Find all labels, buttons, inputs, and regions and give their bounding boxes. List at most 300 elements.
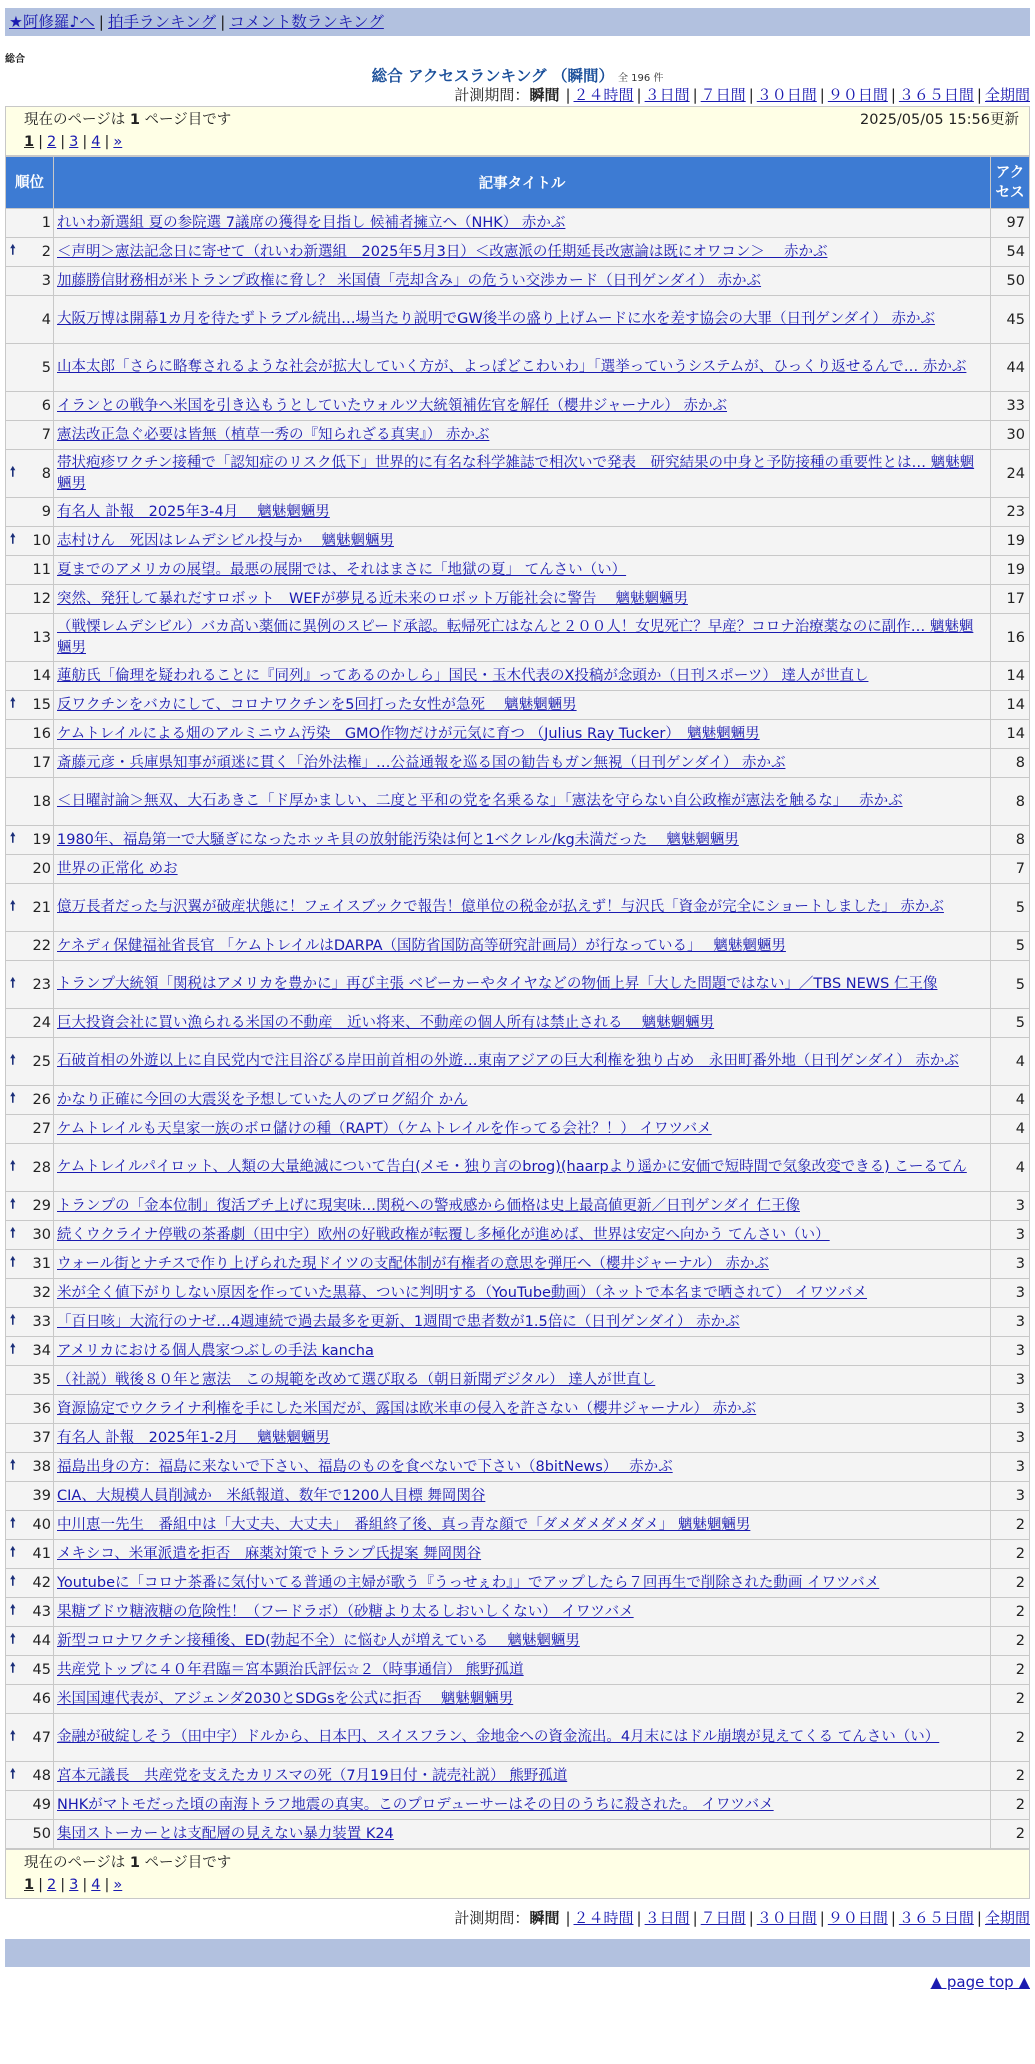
- period-link[interactable]: ７日間: [700, 1909, 746, 1927]
- access-count: 33: [991, 392, 1030, 421]
- rank-cell: [6, 556, 54, 585]
- rank-cell: [6, 1192, 54, 1221]
- table-row: [6, 1366, 1030, 1395]
- up-arrow-icon: 🠕: [10, 831, 16, 846]
- table-row: [6, 1009, 1030, 1038]
- table-row: [6, 209, 1030, 238]
- rank-cell: [6, 1395, 54, 1424]
- rank-cell: [6, 749, 54, 778]
- period-separator: |: [692, 1909, 698, 1927]
- title-cell: [54, 1366, 991, 1395]
- article-title-link[interactable]: れいわ新選組 夏の参院選 7議席の獲得を目指し 候補者擁立へ（NHK） 赤かぶ: [57, 214, 566, 231]
- column-rank-header: 順位: [6, 157, 54, 209]
- article-title-link[interactable]: ケネディ保健福祉省長官 「ケムトレイルはDARPA（国防省国防高等研究計画局）が行なっている」 魑魅魍魎男: [57, 937, 786, 954]
- access-count: 5: [991, 961, 1030, 1009]
- article-title-link[interactable]: 果糖ブドウ糖液糖の危険性！（フードラボ）（砂糖より太るしおいしくない） イワツバメ: [57, 1603, 634, 1620]
- nav-separator: |: [98, 13, 105, 31]
- rank-cell: [6, 1424, 54, 1453]
- period-selector: [5, 84, 1030, 106]
- table-row: [6, 344, 1030, 392]
- article-title-link[interactable]: 集団ストーカーとは支配層の見えない暴力装置 K24: [57, 1825, 394, 1842]
- article-title-link[interactable]: 福島出身の方：福島に来ないで下さい、福島のものを食べないで下さい（8bitNews） 赤かぶ: [57, 1458, 673, 1475]
- rank-number: 33: [32, 1314, 51, 1330]
- rank-number: 34: [32, 1343, 51, 1359]
- rank-number: 13: [32, 629, 51, 646]
- article-title-link[interactable]: 突然、発狂して暴れだすロボット WEFが夢見る近未来のロボット万能社会に警告 魑魅魍魎男: [57, 590, 688, 607]
- title-cell: [54, 209, 991, 238]
- access-count: 8: [991, 826, 1030, 855]
- article-title-link[interactable]: 加藤勝信財務相が米トランプ政権に脅し？ 米国債「売却含み」の危うい交渉カード（日刊ゲンダイ） 赤かぶ: [57, 272, 762, 289]
- rank-number: 7: [41, 427, 51, 443]
- article-title-link[interactable]: 世界の正常化 めお: [57, 860, 178, 877]
- period-separator: |: [565, 1909, 571, 1927]
- article-title-link[interactable]: 帯状疱疹ワクチン接種で「認知症のリスク低下」世界的に有名な科学雑誌で相次いで発表 研究結果の中身と予防接種の重要性とは… 魑魅魍魎男: [57, 454, 975, 492]
- access-count: 5: [991, 1009, 1030, 1038]
- title-cell: [54, 344, 991, 392]
- article-title-link[interactable]: 1980年、福島第一で大騒ぎになったホッキ貝の放射能汚染は何と1ベクレル/kg未満だった 魑魅魍魎男: [57, 831, 739, 848]
- page-link[interactable]: 2: [46, 134, 57, 150]
- top-navigation: [5, 8, 1030, 36]
- article-title-link[interactable]: 巨大投資会社に買い漁られる米国の不動産 近い将来、不動産の個人所有は禁止される 魑魅魍魎男: [57, 1014, 715, 1031]
- pager-bottom: [5, 1849, 1030, 1899]
- up-arrow-icon: 🠕: [10, 1728, 16, 1744]
- period-current: 瞬間: [529, 86, 560, 104]
- up-arrow-icon: 🠕: [10, 1545, 16, 1560]
- comment-ranking-link[interactable]: コメント数ランキング: [229, 13, 384, 31]
- rank-number: 44: [32, 1633, 51, 1649]
- table-row: [6, 450, 1030, 498]
- access-count: 5: [991, 884, 1030, 932]
- rank-cell: [6, 1685, 54, 1714]
- next-page-link[interactable]: »: [113, 1877, 123, 1893]
- article-title-link[interactable]: 石破首相の外遊以上に自民党内で注目浴びる岸田前首相の外遊…東南アジアの巨大利権を独り占め 永田町番外地（日刊ゲンダイ） 赤かぶ: [57, 1053, 959, 1069]
- title-cell: [54, 932, 991, 961]
- title-cell: [54, 1009, 991, 1038]
- rank-cell: [6, 691, 54, 720]
- access-count: 2: [991, 1540, 1030, 1569]
- title-cell: [54, 1540, 991, 1569]
- table-row: [6, 1820, 1030, 1849]
- rank-number: 12: [32, 591, 51, 607]
- article-title-link[interactable]: ケムトレイルも天皇家一族のボロ儲けの種（RAPT）（ケムトレイルを作ってる会社？！） イワツバメ: [57, 1120, 712, 1137]
- rank-cell: [6, 1453, 54, 1482]
- rank-cell: [6, 238, 54, 267]
- period-separator: |: [976, 86, 982, 104]
- rank-number: 4: [41, 311, 51, 328]
- article-title-link[interactable]: 大阪万博は開幕1カ月を待たずトラブル続出…場当たり説明でGW後半の盛り上げムードに水を差す協会の大罪（日刊ゲンダイ） 赤かぶ: [57, 311, 935, 327]
- rank-number: 19: [32, 832, 51, 848]
- rank-cell: [6, 1009, 54, 1038]
- table-row: [6, 1540, 1030, 1569]
- rank-number: 47: [32, 1729, 51, 1746]
- period-separator: |: [890, 86, 896, 104]
- rank-cell: [6, 1221, 54, 1250]
- period-separator: |: [636, 1909, 642, 1927]
- title-cell: [54, 1791, 991, 1820]
- article-title-link[interactable]: ケムトレイルパイロット、人類の大量絶滅について告白(メモ・独り言のbrog)(haarpより遥かに安価で短時間で気象改変できる) こーるてん: [57, 1159, 967, 1175]
- period-link[interactable]: ３０日間: [756, 1909, 817, 1927]
- up-arrow-icon: 🠕: [10, 1632, 16, 1647]
- page-link[interactable]: 4: [91, 1877, 101, 1893]
- table-row: [6, 884, 1030, 932]
- access-count: 23: [991, 498, 1030, 527]
- page-link[interactable]: 3: [69, 134, 79, 150]
- page-link[interactable]: 4: [91, 134, 101, 150]
- article-title-link[interactable]: 斎藤元彦・兵庫県知事が頑迷に貫く「治外法権」…公益通報を巡る国の勧告もガン無視（日刊ゲンダイ） 赤かぶ: [57, 754, 786, 771]
- title-cell: [54, 1598, 991, 1627]
- rank-number: 35: [32, 1372, 51, 1388]
- up-arrow-icon: 🠕: [10, 243, 16, 258]
- access-count: 14: [991, 662, 1030, 691]
- title-cell: [54, 1569, 991, 1598]
- rank-cell: [6, 267, 54, 296]
- up-arrow-icon: 🠕: [10, 1574, 16, 1589]
- access-count: 8: [991, 778, 1030, 826]
- article-title-link[interactable]: 反ワクチンをバカにして、コロナワクチンを5回打った女性が急死 魑魅魍魎男: [57, 696, 577, 713]
- page-separator: |: [104, 1877, 110, 1893]
- period-link[interactable]: ３６５日間: [898, 1909, 974, 1927]
- table-row: [6, 1337, 1030, 1366]
- table-row: [6, 749, 1030, 778]
- article-title-link[interactable]: アメリカにおける個人農家つぶしの手法 kancha: [57, 1342, 374, 1359]
- access-count: 2: [991, 1820, 1030, 1849]
- period-separator: |: [976, 1909, 982, 1927]
- article-title-link[interactable]: 共産党トップに４０年君臨＝宮本顕治氏評伝☆２（時事通信） 熊野孤道: [57, 1661, 524, 1678]
- table-row: [6, 1308, 1030, 1337]
- article-title-link[interactable]: イランとの戦争へ米国を引き込もうとしていたウォルツ大統領補佐官を解任（櫻井ジャーナル） 赤かぶ: [57, 397, 728, 414]
- rank-number: 24: [32, 1015, 51, 1031]
- period-current: 瞬間: [529, 1909, 560, 1927]
- rank-number: 40: [32, 1517, 51, 1533]
- rank-number: 48: [32, 1768, 51, 1784]
- table-row: [6, 778, 1030, 826]
- rank-cell: [6, 1714, 54, 1762]
- period-link[interactable]: ９０日間: [827, 86, 888, 104]
- article-title-link[interactable]: 「百日咳」大流行のナゼ…4週連続で過去最多を更新、1週間で患者数が1.5倍に（日刊ゲンダイ） 赤かぶ: [57, 1313, 740, 1330]
- access-count: 2: [991, 1791, 1030, 1820]
- rank-number: 27: [32, 1121, 51, 1137]
- article-title-link[interactable]: NHKがマトモだった頃の南海トラフ地震の真実。このプロデューサーはその日のうちに殺された。 イワツバメ: [57, 1796, 774, 1813]
- rank-number: 17: [32, 755, 51, 771]
- table-row: [6, 1221, 1030, 1250]
- up-arrow-icon: 🠕: [10, 898, 16, 914]
- table-row: [6, 1627, 1030, 1656]
- rank-number: 29: [32, 1198, 51, 1214]
- access-count: 3: [991, 1192, 1030, 1221]
- period-link[interactable]: ３日間: [644, 1909, 690, 1927]
- access-count: 44: [991, 344, 1030, 392]
- table-row: [6, 1424, 1030, 1453]
- table-row: [6, 1569, 1030, 1598]
- clap-ranking-link[interactable]: 拍手ランキング: [108, 13, 217, 31]
- page-separator: |: [82, 134, 88, 150]
- rank-cell: [6, 1308, 54, 1337]
- article-title-link[interactable]: 有名人 訃報 2025年3-4月 魑魅魍魎男: [57, 503, 330, 520]
- period-link[interactable]: 全期間: [984, 1909, 1030, 1927]
- rank-number: 42: [32, 1575, 51, 1591]
- article-title-link[interactable]: 蓮舫氏「倫理を疑われることに『同列』ってあるのかしら」国民・玉木代表のX投稿が念頭か（日刊スポーツ） 達人が世直し: [57, 667, 869, 684]
- rank-cell: [6, 1511, 54, 1540]
- access-count: 30: [991, 421, 1030, 450]
- access-count: 3: [991, 1453, 1030, 1482]
- period-link[interactable]: ２４時間: [573, 86, 634, 104]
- title-cell: [54, 1511, 991, 1540]
- period-separator: |: [748, 86, 754, 104]
- rank-cell: [6, 1656, 54, 1685]
- rank-cell: [6, 1627, 54, 1656]
- page-status: 現在のページは 1 ページ目です: [24, 112, 232, 128]
- title-cell: [54, 1482, 991, 1511]
- period-link[interactable]: 全期間: [984, 86, 1030, 104]
- title-cell: [54, 691, 991, 720]
- period-separator: |: [819, 1909, 825, 1927]
- article-title-link[interactable]: 億万長者だった与沢翼が破産状態に！フェイスブックで報告！億単位の税金が払えず！与沢氏「資金が完全にショートしました」 赤かぶ: [57, 899, 944, 915]
- table-row: [6, 1598, 1030, 1627]
- rank-cell: [6, 855, 54, 884]
- rank-cell: [6, 1038, 54, 1086]
- page-separator: |: [38, 134, 43, 150]
- rank-cell: [6, 1598, 54, 1627]
- rank-number: 20: [32, 861, 51, 877]
- rank-cell: [6, 421, 54, 450]
- article-title-link[interactable]: ＜日曜討論＞無双、大石あきこ「ド厚かましい、二度と平和の党を名乗るな」「憲法を守らない自公政権が憲法を触るな」 赤かぶ: [57, 793, 903, 809]
- period-link[interactable]: ３日間: [644, 86, 690, 104]
- title-cell: [54, 855, 991, 884]
- rank-number: 14: [32, 668, 51, 684]
- page-separator: |: [60, 134, 66, 150]
- period-link[interactable]: ７日間: [700, 86, 746, 104]
- article-title-link[interactable]: 中川恵一先生 番組中は「大丈夫、大丈夫」 番組終了後、真っ青な顔で「ダメダメダメダメ」 魑魅魍魎男: [57, 1516, 751, 1533]
- access-count: 3: [991, 1279, 1030, 1308]
- period-separator: |: [890, 1909, 896, 1927]
- table-row: [6, 826, 1030, 855]
- page-links: [24, 1874, 1019, 1896]
- title-cell: [54, 749, 991, 778]
- access-count: 7: [991, 855, 1030, 884]
- page-link: 1: [24, 1877, 35, 1893]
- ranking-table: [5, 156, 1030, 1849]
- article-title-link[interactable]: ウォール街とナチスで作り上げられた現ドイツの支配体制が有権者の意思を弾圧へ（櫻井ジャーナル） 赤かぶ: [57, 1255, 769, 1272]
- rank-cell: [6, 344, 54, 392]
- rank-number: 50: [32, 1826, 51, 1842]
- article-title-link[interactable]: （戦慄レムデシビル）バカ高い薬価に異例のスピード承認。転帰死亡はなんと２００人！女児死亡？早産？コロナ治療薬なのに副作… 魑魅魍魎男: [57, 618, 974, 656]
- access-count: 19: [991, 527, 1030, 556]
- rank-number: 3: [41, 273, 51, 289]
- access-count: 2: [991, 1714, 1030, 1762]
- rank-cell: [6, 1569, 54, 1598]
- rank-cell: [6, 450, 54, 498]
- access-count: 3: [991, 1308, 1030, 1337]
- rank-cell: [6, 527, 54, 556]
- page-link[interactable]: 2: [46, 1877, 57, 1893]
- title-cell: [54, 450, 991, 498]
- table-row: [6, 296, 1030, 344]
- page-top-link[interactable]: ▲ page top ▲: [930, 1973, 1030, 1991]
- access-count: 4: [991, 1144, 1030, 1192]
- access-count: 2: [991, 1656, 1030, 1685]
- article-title-link[interactable]: CIA、大規模人員削減か 米紙報道、数年で1200人目標 舞岡関谷: [57, 1487, 486, 1504]
- rank-number: 18: [32, 793, 51, 810]
- page-link[interactable]: 3: [69, 1877, 79, 1893]
- article-title-link[interactable]: 続くウクライナ停戦の茶番劇（田中宇）欧州の好戦政権が転覆し多極化が進めば、世界は安定へ向かう てんさい（い）: [57, 1226, 830, 1243]
- rank-cell: [6, 1337, 54, 1366]
- article-title-link[interactable]: 米が全く値下がりしない原因を作っていた黒幕、ついに判明する（YouTube動画）（ネットで本名まで晒されて） イワツバメ: [57, 1284, 868, 1301]
- table-row: [6, 527, 1030, 556]
- article-title-link[interactable]: 山本太郎「さらに略奪されるような社会が拡大していく方が、よっぽどこわいわ」「選挙っていうシステムが、ひっくり返せるんで… 赤かぶ: [57, 359, 967, 375]
- title-cell: [54, 421, 991, 450]
- article-title-link[interactable]: 米国国連代表が、アジェンダ2030とSDGsを公式に拒否 魑魅魍魎男: [57, 1690, 514, 1707]
- total-count: 全 196 件: [617, 73, 664, 84]
- page-top-area: [5, 1973, 1030, 1991]
- table-row: [6, 1250, 1030, 1279]
- period-link[interactable]: ３６５日間: [898, 86, 974, 104]
- title-cell: [54, 585, 991, 614]
- article-title-link[interactable]: ケムトレイルによる畑のアルミニウム汚染 GMO作物だけが元気に育つ （Julius Ray Tucker） 魑魅魍魎男: [57, 725, 760, 742]
- rank-cell: [6, 392, 54, 421]
- table-row: [6, 1395, 1030, 1424]
- title-cell: [54, 1714, 991, 1762]
- rank-number: 25: [32, 1053, 51, 1070]
- period-selector-bottom: [5, 1907, 1030, 1929]
- up-arrow-icon: 🠕: [10, 1226, 16, 1241]
- period-link[interactable]: ９０日間: [827, 1909, 888, 1927]
- rank-number: 31: [32, 1256, 51, 1272]
- access-count: 54: [991, 238, 1030, 267]
- rank-number: 11: [32, 562, 51, 578]
- rank-number: 30: [32, 1227, 51, 1243]
- up-arrow-icon: 🠕: [10, 1052, 16, 1068]
- article-title-link[interactable]: トランプの「金本位制」復活ブチ上げに現実味…関税への警戒感から価格は史上最高値更新／日刊ゲンダイ 仁王像: [57, 1197, 800, 1214]
- access-count: 4: [991, 1086, 1030, 1115]
- updated-time: 2025/05/05 15:56更新: [860, 112, 1019, 128]
- rank-number: 49: [32, 1797, 51, 1813]
- article-title-link[interactable]: トランプ大統領「関税はアメリカを豊かに」再び主張 ベビーカーやタイヤなどの物価上昇「大した問題ではない」／TBS NEWS 仁王像: [57, 976, 938, 992]
- article-title-link[interactable]: ＜声明＞憲法記念日に寄せて（れいわ新選組 2025年5月3日）＜改憲派の任期延長改憲論は既にオワコン＞ 赤かぶ: [57, 243, 828, 260]
- rank-number: 38: [32, 1459, 51, 1475]
- table-row: [6, 662, 1030, 691]
- rank-cell: [6, 1115, 54, 1144]
- article-title-link[interactable]: Youtubeに「コロナ茶番に気付いてる普通の主婦が歌う『うっせぇわ』」でアップしたら７回再生で削除された動画 イワツバメ: [57, 1574, 880, 1591]
- table-row: [6, 1482, 1030, 1511]
- article-title-link[interactable]: 志村けん 死因はレムデシビル投与か 魑魅魍魎男: [57, 532, 394, 549]
- title-cell: [54, 662, 991, 691]
- table-row: [6, 1791, 1030, 1820]
- title-cell: [54, 392, 991, 421]
- next-page-link[interactable]: »: [113, 134, 123, 150]
- title-cell: [54, 1250, 991, 1279]
- page: [5, 8, 1030, 1991]
- access-count: 97: [991, 209, 1030, 238]
- table-row: [6, 392, 1030, 421]
- table-row: [6, 932, 1030, 961]
- rank-number: 2: [41, 244, 51, 260]
- table-row: [6, 421, 1030, 450]
- period-link[interactable]: ２４時間: [573, 1909, 634, 1927]
- rank-cell: [6, 720, 54, 749]
- access-count: 5: [991, 932, 1030, 961]
- column-access-header: アクセス: [991, 157, 1030, 209]
- rank-cell: [6, 1366, 54, 1395]
- rank-cell: [6, 296, 54, 344]
- access-count: 16: [991, 614, 1030, 662]
- rank-number: 43: [32, 1604, 51, 1620]
- period-label: 計測期間：: [454, 86, 530, 104]
- article-title-link[interactable]: （社説）戦後８０年と憲法 この規範を改めて選び取る（朝日新聞デジタル） 達人が世直し: [57, 1371, 656, 1388]
- article-title-link[interactable]: 憲法改正急ぐ必要は皆無（植草一秀の『知られざる真実』） 赤かぶ: [57, 426, 490, 443]
- access-count: 2: [991, 1569, 1030, 1598]
- rank-number: 10: [32, 533, 51, 549]
- access-count: 14: [991, 720, 1030, 749]
- title-cell: [54, 884, 991, 932]
- period-separator: |: [692, 86, 698, 104]
- period-link[interactable]: ３０日間: [756, 86, 817, 104]
- article-title-link[interactable]: 新型コロナワクチン接種後、ED(勃起不全）に悩む人が増えている 魑魅魍魎男: [57, 1632, 580, 1649]
- access-count: 8: [991, 749, 1030, 778]
- rank-number: 45: [32, 1662, 51, 1678]
- article-title-link[interactable]: メキシコ、米軍派遣を拒否 麻薬対策でトランプ氏提案 舞岡関谷: [57, 1545, 482, 1562]
- up-arrow-icon: 🠕: [10, 532, 16, 547]
- title-cell: [54, 1144, 991, 1192]
- article-title-link[interactable]: 資源協定でウクライナ利権を手にした米国だが、露国は欧米車の侵入を許さない（櫻井ジャーナル） 赤かぶ: [57, 1400, 757, 1417]
- table-row: [6, 1656, 1030, 1685]
- article-title-link[interactable]: 金融が破綻しそう（田中宇）ドルから、日本円、スイスフラン、金地金への資金流出。4月末にはドル崩壊が見えてくる てんさい（い）: [57, 1729, 940, 1745]
- access-count: 2: [991, 1598, 1030, 1627]
- access-count: 4: [991, 1038, 1030, 1086]
- table-row: [6, 1453, 1030, 1482]
- rank-number: 39: [32, 1488, 51, 1504]
- title-cell: [54, 961, 991, 1009]
- rank-cell: [6, 1144, 54, 1192]
- rank-cell: [6, 1762, 54, 1791]
- table-row: [6, 585, 1030, 614]
- access-count: 19: [991, 556, 1030, 585]
- rank-cell: [6, 826, 54, 855]
- up-arrow-icon: 🠕: [10, 1342, 16, 1357]
- up-arrow-icon: 🠕: [10, 696, 16, 711]
- access-count: 4: [991, 1115, 1030, 1144]
- rank-number: 41: [32, 1546, 51, 1562]
- table-row: [6, 556, 1030, 585]
- ranking-title: [5, 64, 1030, 84]
- access-count: 3: [991, 1395, 1030, 1424]
- article-title-link[interactable]: 宮本元議長 共産党を支えたカリスマの死（7月19日付・読売社説） 熊野孤道: [57, 1767, 568, 1784]
- article-title-link[interactable]: 有名人 訃報 2025年1-2月 魑魅魍魎男: [57, 1429, 330, 1446]
- rank-number: 16: [32, 726, 51, 742]
- article-title-link[interactable]: かなり正確に今回の大震災を予想していた人のブログ紹介 かん: [57, 1091, 468, 1108]
- title-cell: [54, 296, 991, 344]
- table-row: [6, 1511, 1030, 1540]
- table-row: [6, 1762, 1030, 1791]
- access-count: 2: [991, 1762, 1030, 1791]
- access-count: 3: [991, 1424, 1030, 1453]
- up-arrow-icon: 🠕: [10, 1603, 16, 1618]
- article-title-link[interactable]: 夏までのアメリカの展望。最悪の展開では、それはまさに「地獄の夏」 てんさい（い）: [57, 561, 627, 578]
- title-cell: [54, 1279, 991, 1308]
- rank-number: 37: [32, 1430, 51, 1446]
- title-cell: [54, 1192, 991, 1221]
- access-count: 17: [991, 585, 1030, 614]
- rank-number: 5: [41, 359, 51, 376]
- access-count: 50: [991, 267, 1030, 296]
- rank-cell: [6, 1279, 54, 1308]
- table-row: [6, 238, 1030, 267]
- page-separator: |: [104, 134, 110, 150]
- title-cell: [54, 1424, 991, 1453]
- title-cell: [54, 1627, 991, 1656]
- home-link[interactable]: ★阿修羅♪へ: [9, 13, 95, 31]
- table-row: [6, 498, 1030, 527]
- rank-number: 22: [32, 938, 51, 954]
